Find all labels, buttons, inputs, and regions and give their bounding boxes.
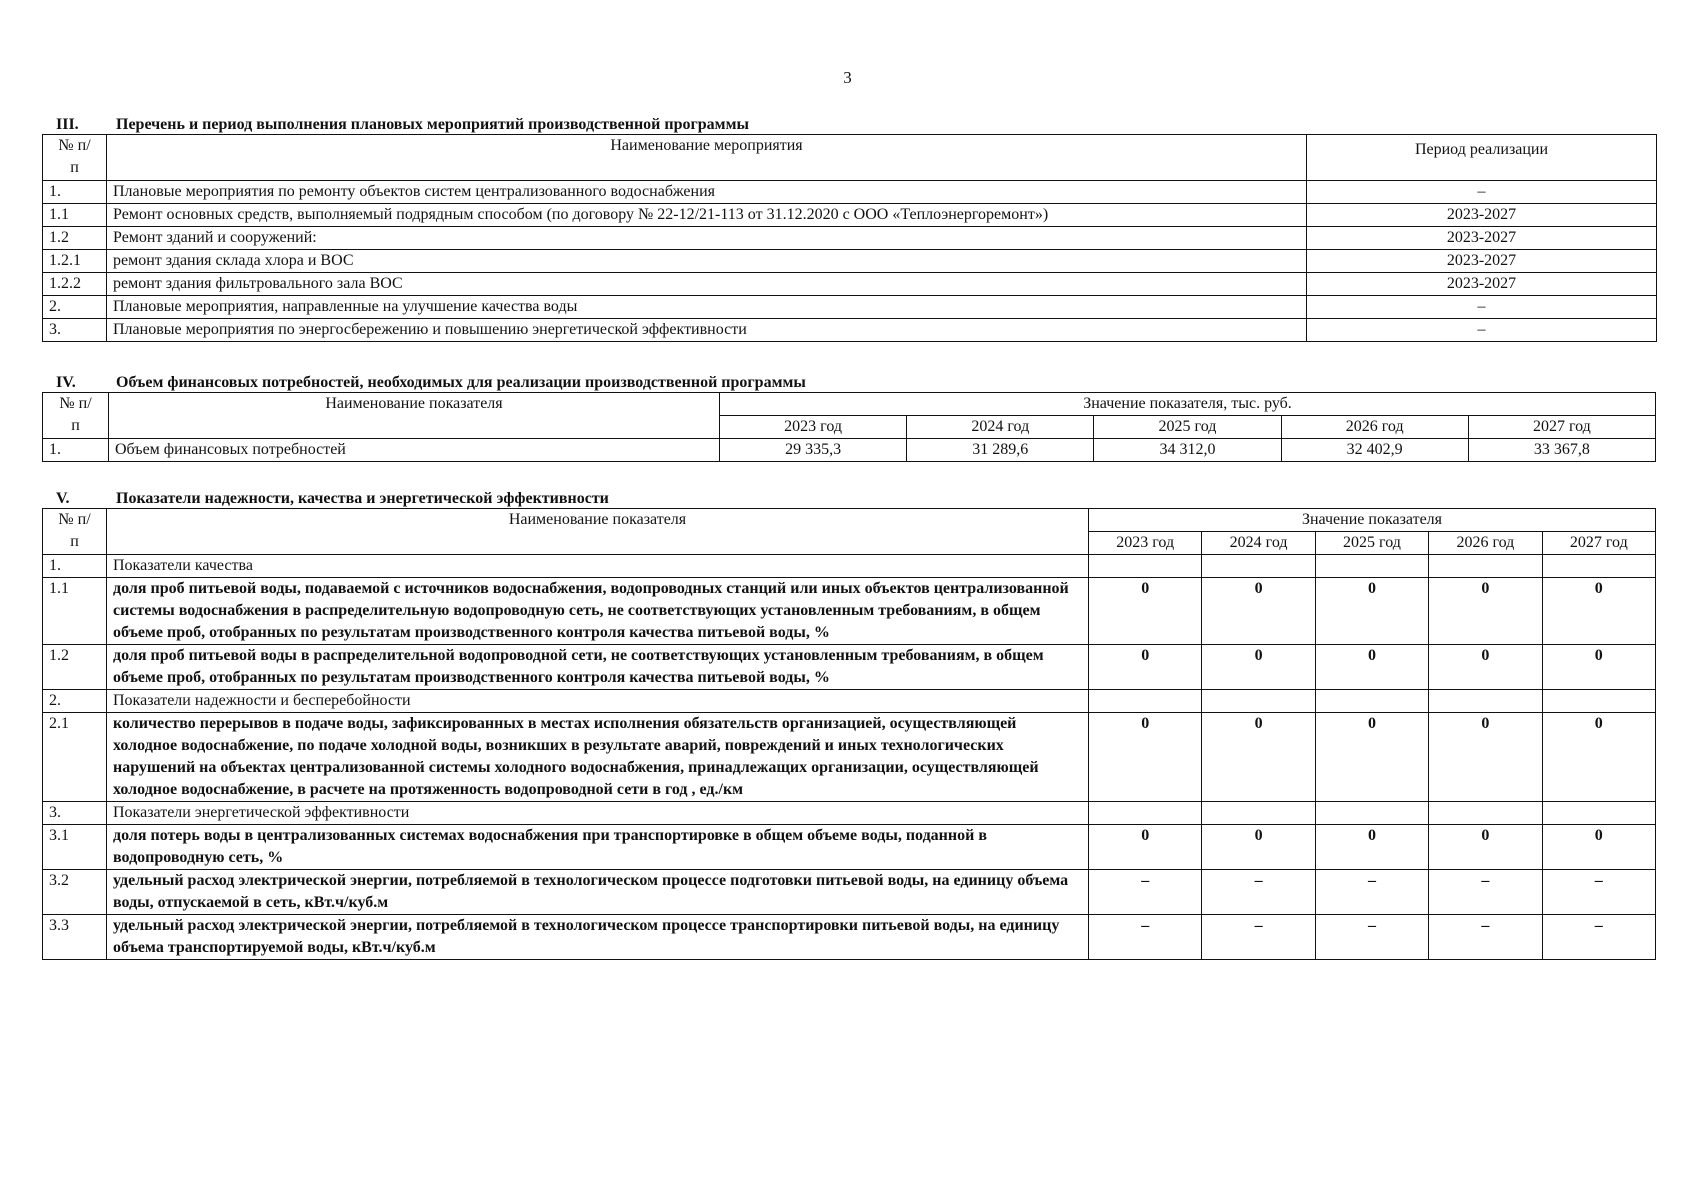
row-name: доля проб питьевой воды, подаваемой с источников водоснабжения, водопроводных станций или иных объектов централизованной системы водоснабжения в распределительную водопроводную сеть, не соответствующих установленным требованиям, в общем объеме проб, отобранных по результатам производственного контроля качества питьевой воды, % [107, 578, 1089, 645]
row-period: – [1307, 296, 1657, 319]
value-2025: 34 312,0 [1094, 439, 1281, 462]
year-2026: 2026 год [1281, 416, 1468, 439]
value-2026: 0 [1429, 578, 1542, 645]
section-5 [42, 489, 1656, 960]
section-5-title [42, 489, 1656, 508]
row-num: 2. [43, 690, 107, 713]
value-2023 [1089, 555, 1202, 578]
value-2027 [1542, 802, 1655, 825]
year-2024: 2024 год [907, 416, 1094, 439]
table-row [43, 870, 1656, 915]
value-2024: 0 [1202, 578, 1315, 645]
year-2026: 2026 год [1429, 532, 1542, 555]
row-num: 1.1 [43, 578, 107, 645]
section-5-number: V. [56, 490, 70, 507]
value-2026: – [1429, 870, 1542, 915]
row-name: удельный расход электрической энергии, потребляемой в технологическом процессе транспортировки питьевой воды, на единицу объема транспортируемой воды, кВт.ч/куб.м [107, 915, 1089, 960]
value-2027: – [1542, 915, 1655, 960]
year-2024: 2024 год [1202, 532, 1315, 555]
row-num: 1. [43, 439, 109, 462]
row-name: Показатели качества [107, 555, 1089, 578]
value-2024: 0 [1202, 645, 1315, 690]
value-2027: 0 [1542, 713, 1655, 802]
value-2024: 0 [1202, 825, 1315, 870]
row-name: доля проб питьевой воды в распределительной водопроводной сети, не соответствующих установленным требованиям, в общем объеме проб, отобранных по результатам производственного контроля качества питьевой воды, % [107, 645, 1089, 690]
year-2027: 2027 год [1468, 416, 1655, 439]
row-period: 2023-2027 [1307, 273, 1657, 296]
value-2023: 29 335,3 [720, 439, 907, 462]
value-2023: 0 [1089, 713, 1202, 802]
value-2025 [1315, 690, 1428, 713]
row-period: 2023-2027 [1307, 250, 1657, 273]
value-2024 [1202, 555, 1315, 578]
value-2026: 32 402,9 [1281, 439, 1468, 462]
row-name: Ремонт основных средств, выполняемый подрядным способом (по договору № 22-12/21-113 от 31.12.2020 с ООО «Теплоэнергоремонт») [107, 204, 1307, 227]
table-row [43, 578, 1656, 645]
value-2027: 0 [1542, 825, 1655, 870]
row-num: 3. [43, 802, 107, 825]
measures-table [42, 134, 1657, 342]
table-row [43, 713, 1656, 802]
table-row [43, 645, 1656, 690]
year-2027: 2027 год [1542, 532, 1655, 555]
row-num: 2. [43, 296, 107, 319]
value-2023: – [1089, 915, 1202, 960]
table-row [43, 825, 1656, 870]
row-num: 3.3 [43, 915, 107, 960]
table-row [43, 296, 1657, 319]
value-2025: 0 [1315, 645, 1428, 690]
row-num: 1.2.2 [43, 273, 107, 296]
year-2023: 2023 год [1089, 532, 1202, 555]
value-2026: 0 [1429, 713, 1542, 802]
indicators-table-header [43, 509, 1656, 532]
row-num: 3.2 [43, 870, 107, 915]
finance-table-header [43, 393, 1656, 416]
row-name: Плановые мероприятия по ремонту объектов систем централизованного водоснабжения [107, 181, 1307, 204]
value-2027: 0 [1542, 645, 1655, 690]
value-2026: – [1429, 915, 1542, 960]
value-2025: 0 [1315, 825, 1428, 870]
section-4 [42, 373, 1656, 462]
value-2025 [1315, 802, 1428, 825]
value-2027 [1542, 555, 1655, 578]
row-name: количество перерывов в подаче воды, зафиксированных в местах исполнения обязательств организацией, осуществляющей холодное водоснабжение, по подаче холодной воды, возникших в результате аварий, повреждений и иных технологических нарушений на объектах централизованной системы холодного водоснабжения, принадлежащих организации, осуществляющей холодное водоснабжение, в расчете на протяженность водопроводной сети в год , ед./км [107, 713, 1089, 802]
value-2025: 0 [1315, 578, 1428, 645]
year-2025: 2025 год [1094, 416, 1281, 439]
value-2026 [1429, 802, 1542, 825]
row-name: Ремонт зданий и сооружений: [107, 227, 1307, 250]
value-2026 [1429, 555, 1542, 578]
row-num: 3. [43, 319, 107, 342]
header-num: № п/п [43, 135, 107, 181]
row-name: ремонт здания фильтровального зала ВОС [107, 273, 1307, 296]
table-row [43, 915, 1656, 960]
value-2023: – [1089, 870, 1202, 915]
row-num: 1. [43, 181, 107, 204]
group-row [43, 555, 1656, 578]
value-2023: 0 [1089, 578, 1202, 645]
row-name: ремонт здания склада хлора и ВОС [107, 250, 1307, 273]
value-2023: 0 [1089, 645, 1202, 690]
row-period: 2023-2027 [1307, 204, 1657, 227]
row-name: Показатели энергетической эффективности [107, 802, 1089, 825]
row-num: 1.1 [43, 204, 107, 227]
section-4-title [42, 373, 1656, 392]
row-name: Объем финансовых потребностей [109, 439, 720, 462]
value-2027: 0 [1542, 578, 1655, 645]
table-row [43, 439, 1656, 462]
section-3-title-text: Перечень и период выполнения плановых мероприятий производственной программы [116, 116, 749, 133]
header-name: Наименование мероприятия [107, 135, 1307, 181]
value-2026: 0 [1429, 645, 1542, 690]
row-name: Плановые мероприятия, направленные на улучшение качества воды [107, 296, 1307, 319]
value-2026 [1429, 690, 1542, 713]
table-row [43, 204, 1657, 227]
value-2024: – [1202, 915, 1315, 960]
row-period: – [1307, 181, 1657, 204]
section-5-title-text: Показатели надежности, качества и энергетической эффективности [116, 490, 609, 507]
page-number: 3 [843, 68, 852, 87]
group-row [43, 802, 1656, 825]
value-2027: – [1542, 870, 1655, 915]
section-4-title-text: Объем финансовых потребностей, необходимых для реализации производственной программы [116, 374, 806, 391]
row-name: Показатели надежности и бесперебойности [107, 690, 1089, 713]
value-2025: – [1315, 915, 1428, 960]
value-2024 [1202, 802, 1315, 825]
value-2025: – [1315, 870, 1428, 915]
value-2025: 0 [1315, 713, 1428, 802]
value-2024: 0 [1202, 713, 1315, 802]
indicators-table [42, 508, 1656, 960]
table-row [43, 181, 1657, 204]
row-period: 2023-2027 [1307, 227, 1657, 250]
row-num: 1. [43, 555, 107, 578]
value-2024: – [1202, 870, 1315, 915]
year-2023: 2023 год [720, 416, 907, 439]
value-2027: 33 367,8 [1468, 439, 1655, 462]
section-3 [42, 115, 1656, 342]
row-name: Плановые мероприятия по энергосбережению и повышению энергетической эффективности [107, 319, 1307, 342]
table-row [43, 273, 1657, 296]
header-num: № п/п [43, 509, 107, 555]
value-2024: 31 289,6 [907, 439, 1094, 462]
header-value: Значение показателя [1089, 509, 1656, 532]
row-name: удельный расход электрической энергии, потребляемой в технологическом процессе подготовки питьевой воды, на единицу объема воды, отпускаемой в сеть, кВт.ч/куб.м [107, 870, 1089, 915]
table-row [43, 319, 1657, 342]
row-num: 2.1 [43, 713, 107, 802]
value-2026: 0 [1429, 825, 1542, 870]
value-2025 [1315, 555, 1428, 578]
table-row [43, 227, 1657, 250]
row-num: 1.2 [43, 227, 107, 250]
section-3-number: III. [56, 116, 79, 133]
header-name: Наименование показателя [107, 509, 1089, 555]
value-2023 [1089, 802, 1202, 825]
value-2023 [1089, 690, 1202, 713]
finance-table [42, 392, 1656, 462]
table-row [43, 250, 1657, 273]
header-period: Период реализации [1307, 135, 1657, 181]
row-num: 3.1 [43, 825, 107, 870]
value-2024 [1202, 690, 1315, 713]
section-3-title [42, 115, 1656, 134]
section-4-number: IV. [56, 374, 76, 391]
year-2025: 2025 год [1315, 532, 1428, 555]
header-value: Значение показателя, тыс. руб. [720, 393, 1656, 416]
group-row [43, 690, 1656, 713]
row-period: – [1307, 319, 1657, 342]
measures-table-header [43, 135, 1657, 181]
header-num: № п/п [43, 393, 109, 439]
value-2023: 0 [1089, 825, 1202, 870]
row-name: доля потерь воды в централизованных системах водоснабжения при транспортировке в общем объеме воды, поданной в водопроводную сеть, % [107, 825, 1089, 870]
value-2027 [1542, 690, 1655, 713]
header-name: Наименование показателя [109, 393, 720, 439]
row-num: 1.2 [43, 645, 107, 690]
row-num: 1.2.1 [43, 250, 107, 273]
